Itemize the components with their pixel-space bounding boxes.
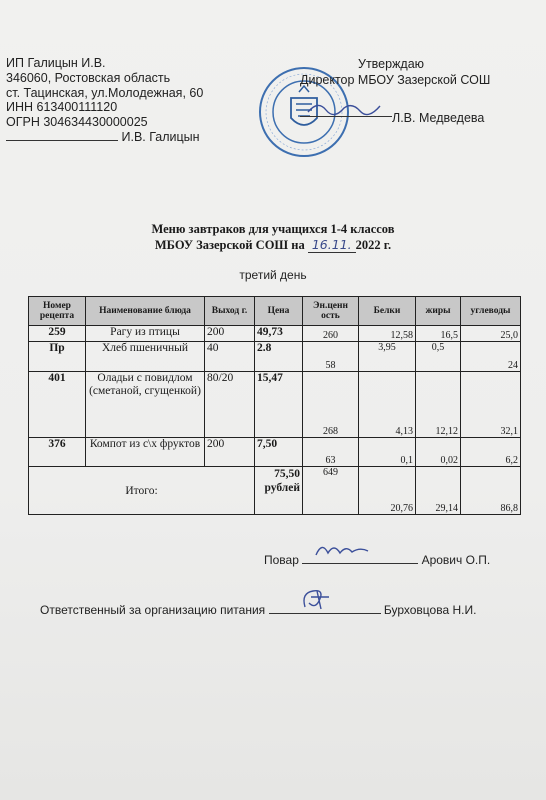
table-row — [29, 342, 521, 372]
energy-value: 58 — [303, 342, 359, 372]
dish-name: Хлеб пшеничный — [86, 342, 205, 372]
signature-line — [6, 130, 118, 141]
director-title: Директор МБОУ Зазерской СОШ — [300, 73, 491, 87]
protein-value: 4,13 — [359, 372, 416, 438]
protein-value: 12,58 — [359, 326, 416, 342]
carb-value: 24 — [461, 342, 521, 372]
cook-signature-line — [302, 553, 418, 564]
contractor-name: ИП Галицын И.В. — [6, 56, 106, 70]
dish-name: Рагу из птицы — [86, 326, 205, 342]
price: 49,73 — [255, 326, 303, 342]
responsible-signature-row — [40, 603, 476, 617]
menu-title: Меню завтраков для учащихся 1-4 классов — [151, 222, 395, 236]
header-cell: Выход г. — [205, 297, 255, 326]
cook-name: Арович О.П. — [421, 553, 491, 567]
price: 15,47 — [255, 372, 303, 438]
contractor-inn: ИНН 613400111120 — [6, 100, 118, 115]
contractor-address-region: 346060, Ростовская область — [6, 70, 171, 85]
price: 7,50 — [255, 438, 303, 467]
header-cell: Номер рецепта — [29, 297, 86, 326]
contractor-ogrn: ОГРН 304634430000025 — [6, 115, 148, 130]
contractor-signature-name: И.В. Галицын — [121, 129, 200, 144]
portion-output: 200 — [205, 438, 255, 467]
responsible-signature-scribble-icon — [297, 587, 337, 611]
energy-value: 260 — [303, 326, 359, 342]
table-row — [29, 326, 521, 342]
fat-value: 16,5 — [416, 326, 461, 342]
responsible-signature-line — [269, 603, 381, 614]
dish-name: Компот из с\х фруктов — [86, 438, 205, 467]
director-signature — [300, 106, 490, 126]
energy-value: 268 — [303, 372, 359, 438]
table-row — [29, 438, 521, 467]
director-name: Л.В. Медведева — [392, 111, 485, 125]
header-cell: Цена — [255, 297, 303, 326]
portion-output: 200 — [205, 326, 255, 342]
carb-value: 25,0 — [461, 326, 521, 342]
header-cell: Белки — [359, 297, 416, 326]
total-price: 75,50 рублей — [255, 467, 303, 515]
total-energy: 649 — [303, 467, 359, 515]
header-cell: углеводы — [461, 297, 521, 326]
cook-signature-row — [264, 553, 490, 567]
contractor-address-street: ст. Тацинская, ул.Молодежная, 60 — [6, 85, 204, 100]
menu-subtitle — [0, 237, 546, 253]
header-cell: Наименование блюда — [86, 297, 205, 326]
header-cell: жиры — [416, 297, 461, 326]
fat-value: 0,5 — [416, 342, 461, 372]
carb-value: 6,2 — [461, 438, 521, 467]
carb-value: 32,1 — [461, 372, 521, 438]
protein-value: 3,95 — [359, 342, 416, 372]
cook-label: Повар — [264, 553, 299, 567]
school-prefix: МБОУ Зазерской СОШ на — [154, 238, 305, 252]
total-label: Итого: — [29, 467, 255, 515]
day-label: третий день — [239, 268, 307, 282]
fat-value: 12,12 — [416, 372, 461, 438]
table-header-row — [29, 297, 521, 326]
approve-label: Утверждаю — [358, 57, 425, 71]
cook-signature-scribble-icon — [312, 539, 372, 559]
contractor-block — [6, 56, 203, 145]
portion-output: 40 — [205, 342, 255, 372]
fat-value: 0,02 — [416, 438, 461, 467]
menu-table — [28, 296, 521, 515]
director-signature-line — [300, 106, 392, 117]
total-carb: 86,8 — [461, 467, 521, 515]
protein-value: 0,1 — [359, 438, 416, 467]
price: 2.8 — [255, 342, 303, 372]
responsible-name: Бурховцова Н.И. — [383, 603, 477, 617]
responsible-label: Ответственный за организацию питания — [40, 603, 266, 617]
total-fat: 29,14 — [416, 467, 461, 515]
total-protein: 20,76 — [359, 467, 416, 515]
portion-output: 80/20 — [205, 372, 255, 438]
energy-value: 63 — [303, 438, 359, 467]
total-row — [29, 467, 521, 515]
menu-date: 16.11. — [308, 237, 356, 253]
recipe-number: 259 — [29, 326, 86, 342]
recipe-number: Пр — [29, 342, 86, 372]
dish-name: Оладьи с повидлом (сметаной, сгущенкой) — [86, 372, 205, 438]
director-signature-scribble-icon — [300, 100, 392, 116]
recipe-number: 401 — [29, 372, 86, 438]
approval-block — [300, 56, 490, 126]
header-cell: Эн.ценн ость — [303, 297, 359, 326]
contractor-signature — [6, 130, 203, 145]
table-row — [29, 372, 521, 438]
recipe-number: 376 — [29, 438, 86, 467]
year-suffix: 2022 г. — [355, 238, 392, 252]
